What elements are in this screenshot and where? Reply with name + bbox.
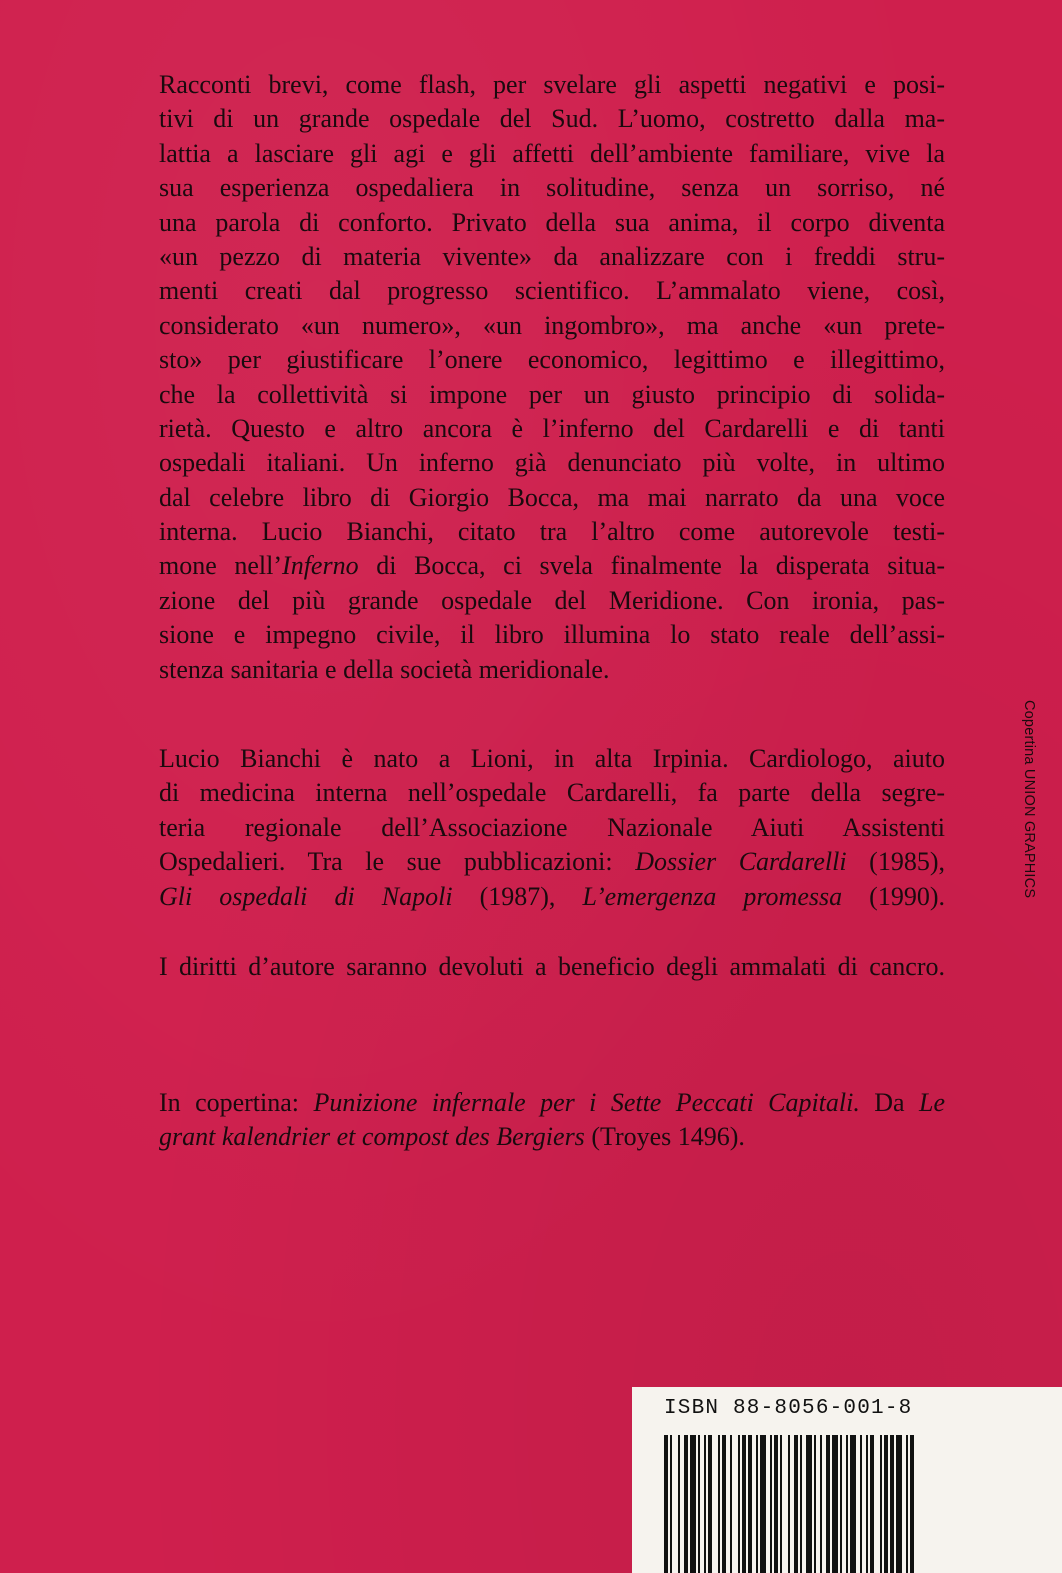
barcode-bar: [678, 1435, 680, 1573]
barcode-bars: [664, 1435, 914, 1573]
cover-note-line: [159, 1086, 945, 1120]
barcode-bar: [820, 1435, 822, 1573]
barcode-bar: [846, 1435, 848, 1573]
barcode-bar: [684, 1435, 688, 1573]
barcode-bar: [850, 1435, 856, 1573]
barcode-bar: [730, 1435, 732, 1573]
blurb-line: sione e impegno civile, il libro illumina lo stato reale dell’assi-: [159, 620, 945, 650]
blurb-line: «un pezzo di materia vivente» da analizzare con i freddi stru-: [159, 241, 945, 271]
bio-line-with-title: [159, 845, 945, 879]
barcode-bar: [800, 1435, 802, 1573]
blurb-line: dal celebre libro di Giorgio Bocca, ma mai narrato da una voce: [159, 482, 945, 512]
blurb-line: lattia a lasciare gli agi e gli affetti dell’ambiente familiare, vive la: [159, 138, 945, 168]
barcode: [664, 1435, 1024, 1573]
barcode-bar: [780, 1435, 782, 1573]
barcode-bar: [698, 1435, 700, 1573]
blurb-line: che la collettività si impone per un giusto principio di solida-: [159, 379, 945, 409]
blurb-line: tivi di un grande ospedale del Sud. L’uomo, costretto dalla ma-: [159, 104, 945, 134]
cover-note-line-0: In copertina: Punizione infernale per i Sette Peccati Capitali. Da Le: [159, 1088, 945, 1117]
bio-line-with-titles: [159, 880, 945, 914]
rights-note: [159, 950, 945, 984]
blurb-line: Racconti brevi, come flash, per svelare gli aspetti negativi e posi-: [159, 70, 945, 99]
barcode-bar: [664, 1435, 668, 1573]
blurb-line: una parola di conforto. Privato della sua anima, il corpo diventa: [159, 207, 945, 237]
barcode-bar: [910, 1435, 914, 1573]
barcode-bar: [690, 1435, 696, 1573]
barcode-bar: [870, 1435, 874, 1573]
barcode-bar: [738, 1435, 740, 1573]
isbn-number: ISBN 88-8056-001-8: [664, 1397, 913, 1420]
barcode-bar: [832, 1435, 838, 1573]
rights-text: I diritti d’autore saranno devoluti a beneficio degli ammalati di cancro.: [159, 952, 945, 981]
barcode-bar: [670, 1435, 672, 1573]
isbn-panel: [632, 1387, 1062, 1573]
blurb-line: considerato «un numero», «un ingombro», ma anche «un prete-: [159, 310, 945, 340]
barcode-bar: [718, 1435, 720, 1573]
blurb-line-with-title: [159, 549, 945, 583]
barcode-bar: [896, 1435, 902, 1573]
blurb-line-14: mone nell’Inferno di Bocca, ci svela finalmente la disperata situa-: [159, 551, 945, 581]
barcode-bar: [826, 1435, 830, 1573]
barcode-bar: [774, 1435, 778, 1573]
barcode-bar: [906, 1435, 908, 1573]
barcode-bar: [840, 1435, 842, 1573]
barcode-bar: [788, 1435, 790, 1573]
barcode-bar: [770, 1435, 772, 1573]
blurb-line: stenza sanitaria e della società meridionale.: [159, 654, 610, 684]
bio-line-4: Gli ospedali di Napoli (1987), L’emergenza promessa (1990).: [159, 881, 945, 911]
barcode-bar: [748, 1435, 752, 1573]
blurb-line: zione del più grande ospedale del Meridione. Con ironia, pas-: [159, 585, 945, 615]
blurb-paragraph: [159, 68, 945, 687]
barcode-bar: [794, 1435, 798, 1573]
bio-line-3: Ospedalieri. Tra le sue pubblicazioni: Dossier Cardarelli (1985),: [159, 847, 945, 877]
cover-credit: [159, 1086, 945, 1155]
blurb-line: sua esperienza ospedaliera in solitudine, senza un sorriso, né: [159, 173, 945, 203]
barcode-bar: [884, 1435, 888, 1573]
cover-note-line: [159, 1120, 945, 1154]
barcode-bar: [806, 1435, 812, 1573]
bio-line: Lucio Bianchi è nato a Lioni, in alta Irpinia. Cardiologo, aiuto: [159, 744, 945, 773]
blurb-line: menti creati dal progresso scientifico. L’ammalato viene, così,: [159, 276, 945, 306]
barcode-bar: [756, 1435, 758, 1573]
barcode-bar: [708, 1435, 712, 1573]
blurb-line: rietà. Questo e altro ancora è l’inferno del Cardarelli e di tanti: [159, 413, 945, 443]
barcode-bar: [890, 1435, 894, 1573]
bio-line: teria regionale dell’Associazione Nazionale Aiuti Assistenti: [159, 812, 945, 842]
barcode-bar: [760, 1435, 766, 1573]
cover-design-credit: Copertina UNION GRAPHICS: [1021, 700, 1037, 899]
barcode-bar: [880, 1435, 882, 1573]
barcode-bar: [704, 1435, 706, 1573]
blurb-line: interna. Lucio Bianchi, citato tra l’altro come autorevole testi-: [159, 517, 945, 547]
barcode-bar: [860, 1435, 862, 1573]
author-bio: [159, 742, 945, 914]
blurb-line: sto» per giustificare l’onere economico, legittimo e illegittimo,: [159, 345, 945, 375]
barcode-bar: [722, 1435, 726, 1573]
barcode-bar: [866, 1435, 868, 1573]
barcode-bar: [814, 1435, 816, 1573]
cover-note-line-1: grant kalendrier et compost des Bergiers (Troyes 1496).: [159, 1122, 745, 1152]
barcode-bar: [742, 1435, 746, 1573]
blurb-line: ospedali italiani. Un inferno già denunciato più volte, in ultimo: [159, 448, 945, 478]
bio-line: di medicina interna nell’ospedale Cardarelli, fa parte della segre-: [159, 778, 945, 808]
